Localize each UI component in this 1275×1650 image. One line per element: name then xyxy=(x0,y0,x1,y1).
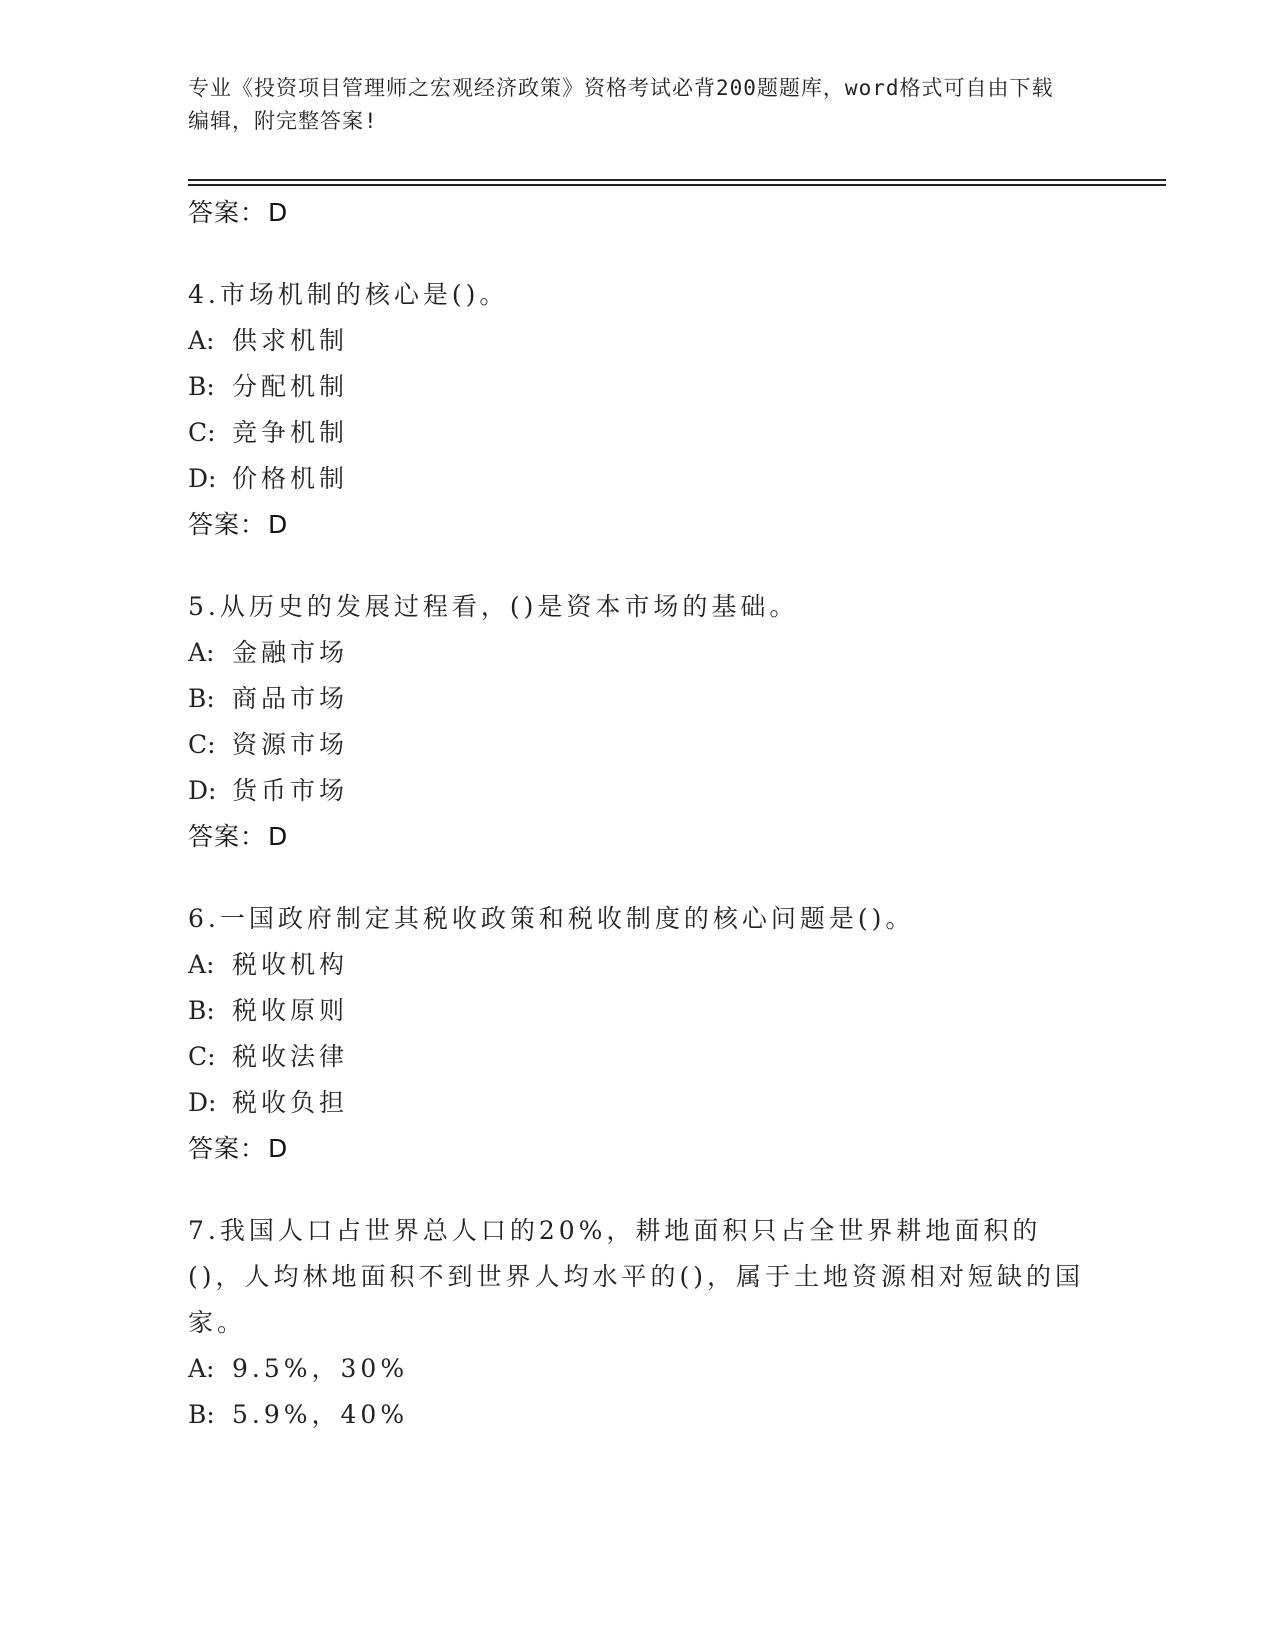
answer-value: D xyxy=(268,510,289,539)
option-b xyxy=(188,676,1088,722)
option-text: 税收原则 xyxy=(232,996,349,1025)
option-c xyxy=(188,1034,1088,1080)
option-letter: B: xyxy=(188,372,215,401)
question-stem: 7.我国人口占世界总人口的20%，耕地面积只占全世界耕地面积的()，人均林地面积不到世界人均水平的()，属于土地资源相对短缺的国家。 xyxy=(188,1216,1085,1337)
question-6 xyxy=(188,896,1088,1172)
option-letter: C: xyxy=(188,730,216,759)
option-text: 5.9%，40% xyxy=(232,1400,409,1429)
option-letter: B: xyxy=(188,996,215,1025)
option-b xyxy=(188,1392,1088,1438)
answer-label: 答案： xyxy=(188,198,267,227)
question-list xyxy=(188,190,1088,1438)
option-letter: B: xyxy=(188,1400,215,1429)
option-letter: D: xyxy=(188,776,217,805)
option-letter: A: xyxy=(188,638,215,667)
question-4 xyxy=(188,272,1088,548)
answer-value: D xyxy=(268,198,289,227)
option-text: 竞争机制 xyxy=(232,418,349,447)
option-text: 税收机构 xyxy=(232,950,349,979)
question-stem: 6.一国政府制定其税收政策和税收制度的核心问题是()。 xyxy=(188,904,915,933)
question-5 xyxy=(188,584,1088,860)
header-divider-bottom xyxy=(188,184,1166,186)
option-b xyxy=(188,988,1088,1034)
header-divider-top xyxy=(188,179,1166,181)
option-d xyxy=(188,768,1088,814)
option-letter: D: xyxy=(188,1088,217,1117)
option-text: 供求机制 xyxy=(232,326,349,355)
answer-value: D xyxy=(268,1134,289,1163)
option-d xyxy=(188,456,1088,502)
question-answer xyxy=(188,1126,1088,1172)
answer-value: D xyxy=(268,822,289,851)
option-c xyxy=(188,722,1088,768)
option-c xyxy=(188,410,1088,456)
option-text: 货币市场 xyxy=(232,776,349,805)
question-stem: 5.从历史的发展过程看，()是资本市场的基础。 xyxy=(188,592,799,621)
answer-label: 答案： xyxy=(188,510,267,539)
option-text: 商品市场 xyxy=(232,684,349,713)
option-a xyxy=(188,1346,1088,1392)
option-text: 金融市场 xyxy=(232,638,349,667)
option-letter: A: xyxy=(188,950,215,979)
option-letter: C: xyxy=(188,418,216,447)
option-letter: A: xyxy=(188,1354,215,1383)
question-7 xyxy=(188,1208,1088,1438)
option-text: 资源市场 xyxy=(232,730,349,759)
question-answer xyxy=(188,814,1088,860)
answer-label: 答案： xyxy=(188,1134,267,1163)
document-title: 专业《投资项目管理师之宏观经济政策》资格考试必背200题题库，word格式可自由下载编辑，附完整答案! xyxy=(188,76,1054,133)
option-text: 9.5%，30% xyxy=(232,1354,409,1383)
option-a xyxy=(188,630,1088,676)
option-text: 分配机制 xyxy=(232,372,349,401)
option-a xyxy=(188,942,1088,988)
document-header xyxy=(188,72,1068,138)
option-b xyxy=(188,364,1088,410)
question-stem: 4.市场机制的核心是()。 xyxy=(188,280,509,309)
option-a xyxy=(188,318,1088,364)
option-text: 价格机制 xyxy=(232,464,349,493)
option-letter: D: xyxy=(188,464,217,493)
option-letter: C: xyxy=(188,1042,216,1071)
option-text: 税收负担 xyxy=(232,1088,349,1117)
option-d xyxy=(188,1080,1088,1126)
option-letter: A: xyxy=(188,326,215,355)
answer-label: 答案： xyxy=(188,822,267,851)
question-answer xyxy=(188,502,1088,548)
question-3-answer xyxy=(188,190,1088,236)
option-letter: B: xyxy=(188,684,215,713)
option-text: 税收法律 xyxy=(232,1042,349,1071)
